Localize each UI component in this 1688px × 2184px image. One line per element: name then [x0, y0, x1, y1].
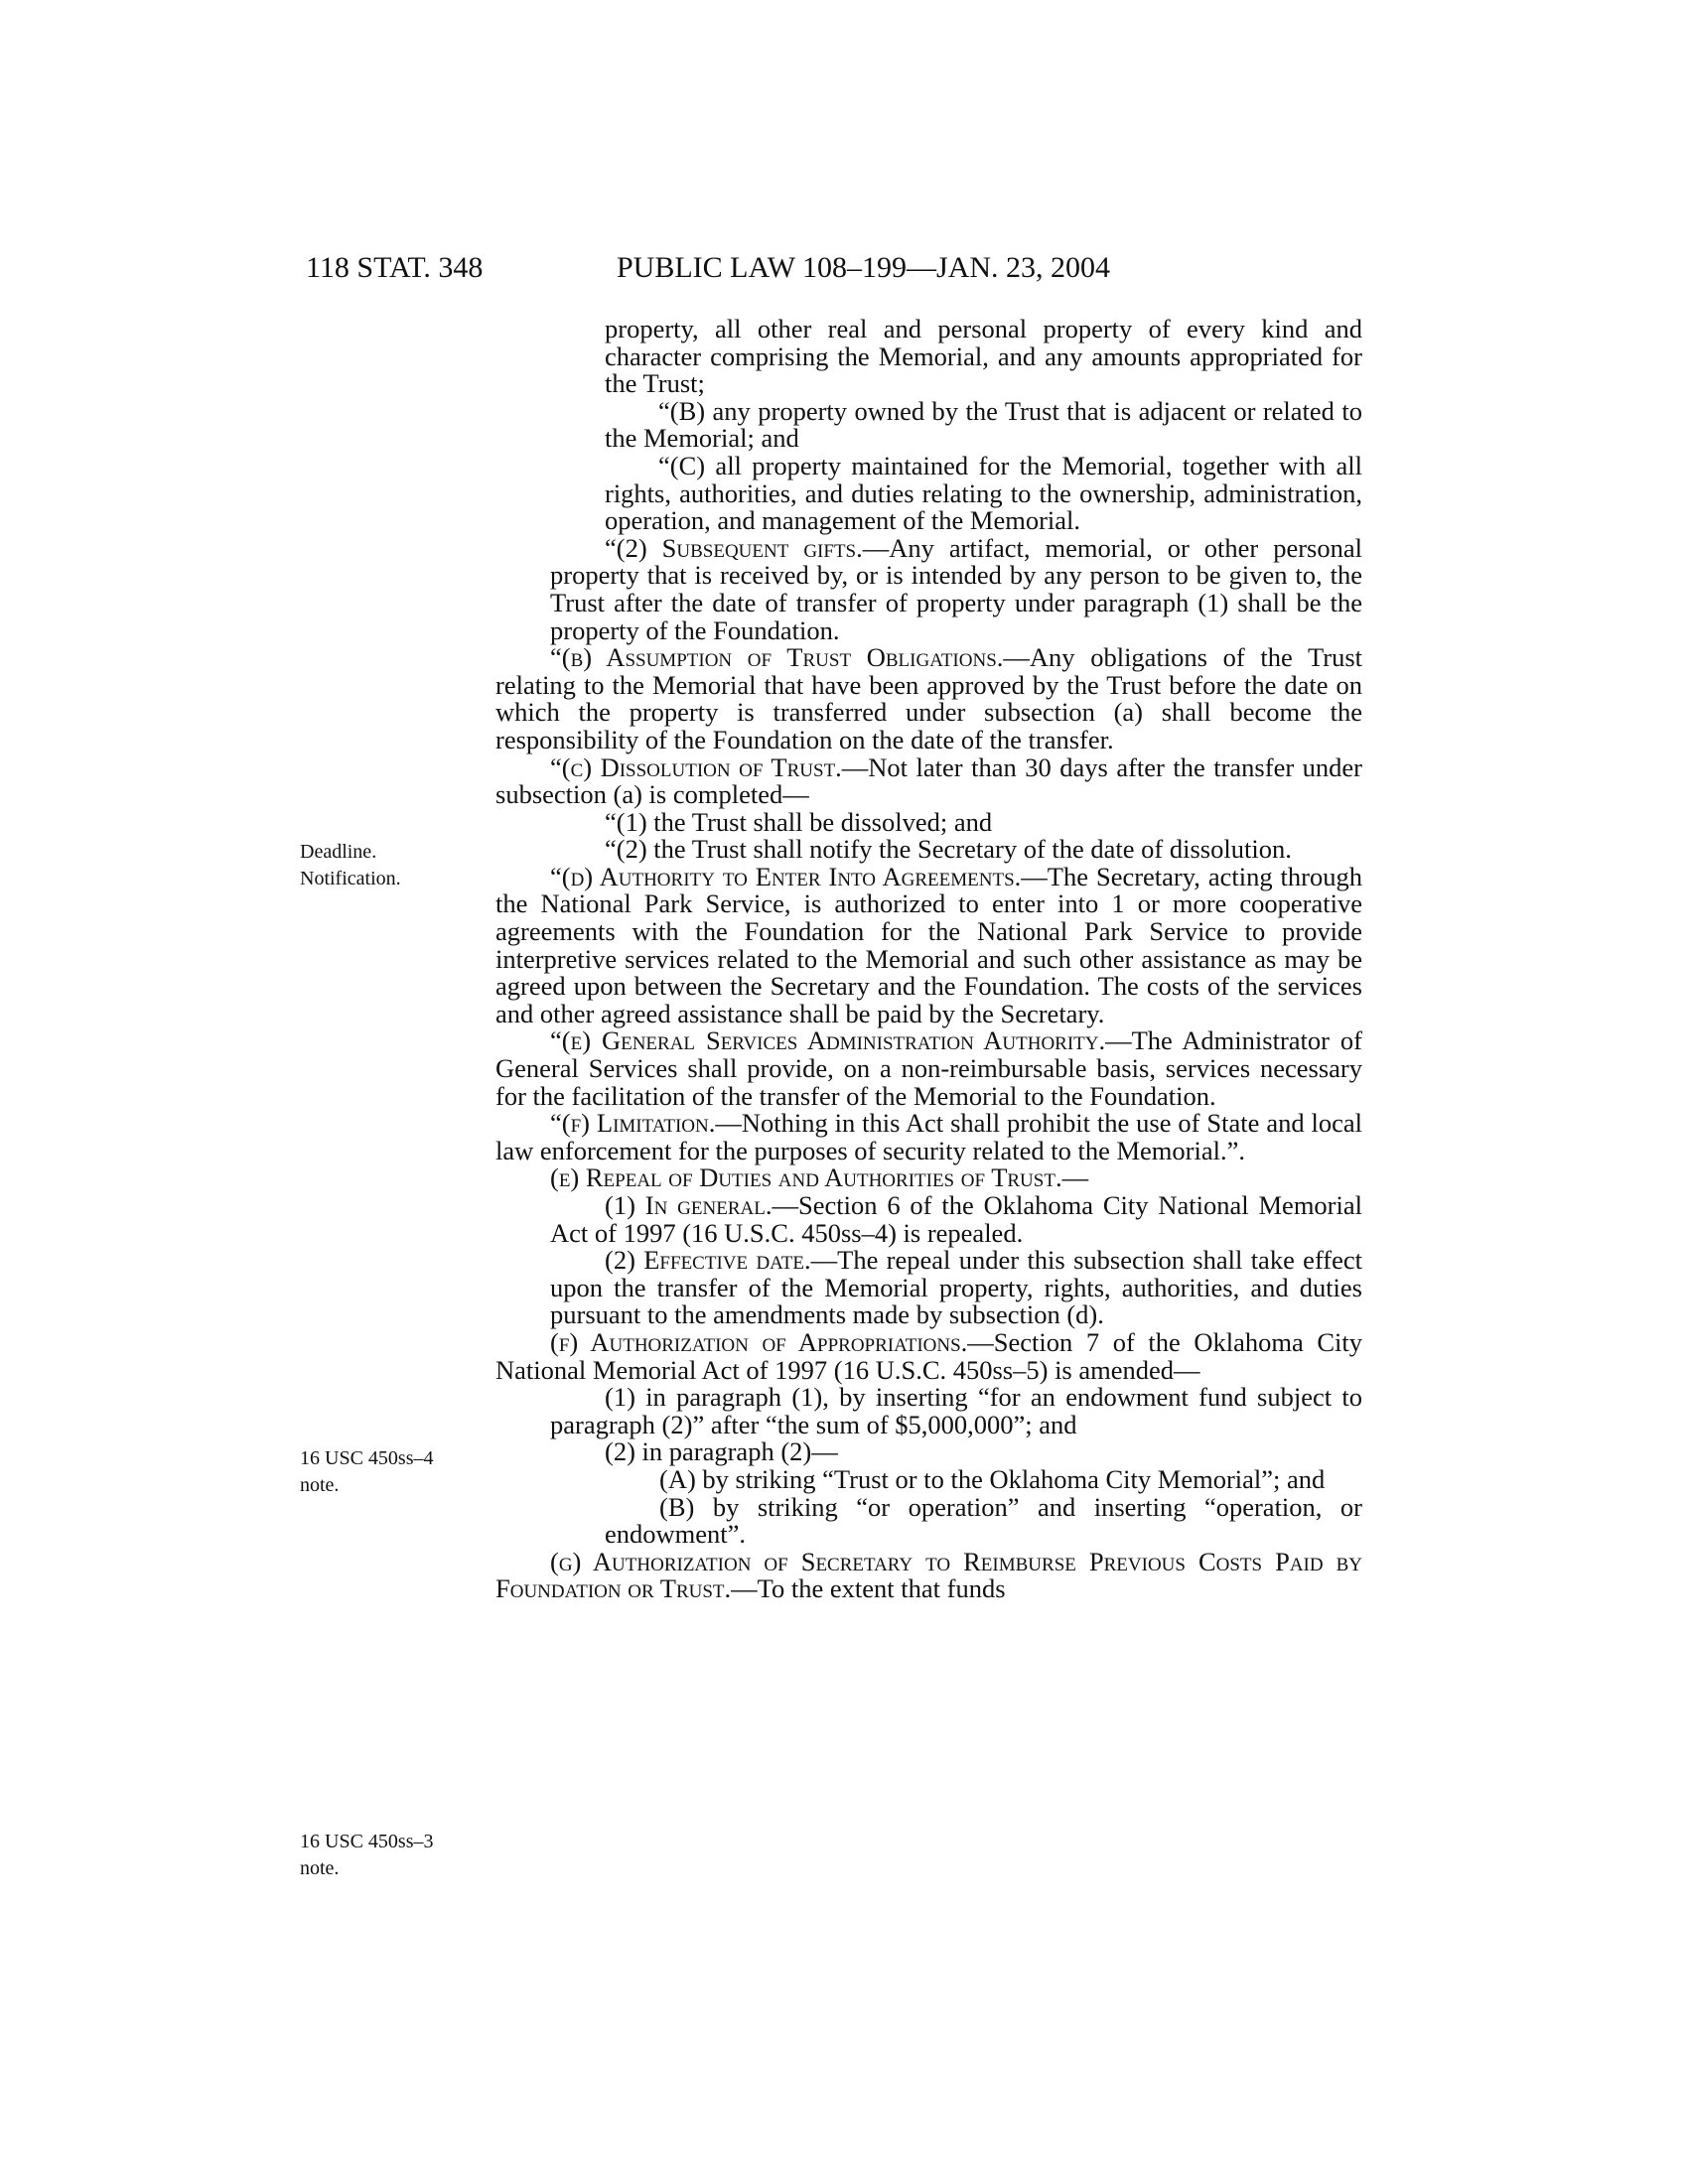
- paragraph-text: —The Secretary, acting through the National Park Service, is authorized to enter into 1 or more cooperative agreements with the Foundation for the National Park Service to provide interpretive services related to the Memorial and such other assistance as may be agreed upon between the Secretary and the Foundation. The costs of the services and other agreed assistance shall be paid by the Secretary.: [495, 861, 1362, 1028]
- margin-note-usc-3-note: note.: [300, 1857, 340, 1879]
- paragraph-heading: “(d) Authority to Enter Into Agreements.: [550, 861, 1022, 891]
- margin-note-deadline: [300, 839, 401, 892]
- paragraph: “(B) any property owned by the Trust that is adjacent or related to the Memorial; and: [605, 395, 1362, 454]
- page-stat-number: 118 STAT. 348: [306, 251, 484, 284]
- paragraph: (A) by striking “Trust or to the Oklahoma City Memorial”; and: [659, 1463, 1326, 1494]
- paragraph-text: —The Administrator of General Services shall provide, on a non-reimbursable basis, services necessary for the facilitation of the transfer of the Memorial to the Foundation.: [495, 1025, 1362, 1111]
- paragraph: (B) by striking “or operation” and inserting “operation, or endowment”.: [605, 1491, 1362, 1550]
- paragraph-text: —Section 7 of the Oklahoma City National Memorial Act of 1997 (16 U.S.C. 450ss–5) is amended—: [495, 1326, 1362, 1385]
- paragraph: [495, 1164, 1362, 1192]
- paragraph-heading: (e) Repeal of Duties and Authorities of Trust.: [550, 1162, 1062, 1193]
- statute-body: [495, 316, 1362, 1603]
- paragraph-text: —Any obligations of the Trust relating to the Memorial that have been approved by the Trust before the date on which the property is transferred under subsection (a) shall become the responsibility of the Foundation on the date of the transfer.: [495, 642, 1362, 754]
- margin-note-usc-4-note: note.: [300, 1474, 340, 1496]
- paragraph: (1) in paragraph (1), by inserting “for an endowment fund subject to paragraph (2)” after “the sum of $5,000,000”; and: [550, 1382, 1362, 1439]
- paragraph: [495, 861, 1362, 1028]
- paragraph: [495, 644, 1362, 753]
- paragraph-text: —: [1061, 1162, 1089, 1193]
- paragraph: “(2) the Trust shall notify the Secretary of the date of dissolution.: [605, 834, 1292, 865]
- paragraph: [495, 1546, 1362, 1604]
- paragraph-heading: (f) Authorization of Appropriations.: [550, 1326, 968, 1357]
- paragraph: [495, 1192, 1362, 1247]
- margin-note-usc-3: [300, 1829, 433, 1882]
- paragraph: [495, 532, 1362, 645]
- paragraph-text: —Section 6 of the Oklahoma City National Memorial Act of 1997 (16 U.S.C. 450ss–4) is repealed.: [550, 1190, 1362, 1248]
- paragraph: [495, 1027, 1362, 1110]
- paragraph-heading: (g) Authorization of Secretary to Reimburse Previous Costs Paid by Foundation or Trust.: [495, 1546, 1362, 1604]
- margin-note-deadline-text: Deadline.: [300, 841, 377, 863]
- paragraph: (2) in paragraph (2)—: [605, 1436, 838, 1467]
- paragraph-text: —Not later than 30 days after the transfer under subsection (a) is completed—: [495, 751, 1362, 810]
- margin-note-usc-4-cite: 16 USC 450ss–4: [300, 1447, 434, 1469]
- paragraph: “(C) all property maintained for the Memorial, together with all rights, authorities, and duties relating to the ownership, administration, operation, and management of the Memorial.: [605, 450, 1362, 536]
- paragraph-heading: (2) Effective date.: [605, 1245, 811, 1276]
- paragraph-text: —The repeal under this subsection shall take effect upon the transfer of the Memorial property, rights, authorities, and duties pursuant to the amendments made by subsection (d).: [550, 1245, 1362, 1330]
- paragraph: “(1) the Trust shall be dissolved; and: [605, 806, 993, 837]
- paragraph: [495, 1247, 1362, 1329]
- paragraph-text: —Nothing in this Act shall prohibit the use of State and local law enforcement for the purposes of security related to the Memorial.”.: [495, 1108, 1363, 1165]
- paragraph-heading: “(e) General Services Administration Authority.: [550, 1025, 1106, 1056]
- paragraph: [495, 751, 1362, 810]
- paragraph-heading: “(b) Assumption of Trust Obligations.: [550, 642, 1004, 673]
- paragraph-heading: “(c) Dissolution of Trust.: [550, 751, 842, 782]
- paragraph-heading: “(f) Limitation.: [550, 1108, 716, 1139]
- paragraph: property, all other real and personal property of every kind and character comprising the Memorial, and any amounts appropriated for the Trust;: [605, 314, 1362, 399]
- margin-note-usc-3-cite: 16 USC 450ss–3: [300, 1831, 434, 1852]
- paragraph-heading: “(2) Subsequent gifts.: [605, 532, 863, 563]
- page-header-title: PUBLIC LAW 108–199—JAN. 23, 2004: [617, 251, 1111, 284]
- paragraph: [495, 1326, 1362, 1385]
- paragraph-text: —Any artifact, memorial, or other personal property that is received by, or is intended by any person to be given to, the Trust after the date of transfer of property under paragraph (1) shall be the property of the Foundation.: [550, 532, 1362, 645]
- margin-note-notification-text: Notification.: [300, 868, 401, 889]
- margin-note-usc-4: [300, 1445, 433, 1499]
- paragraph-heading: (1) In general.: [605, 1190, 773, 1220]
- paragraph-text: —To the extent that funds: [731, 1573, 1006, 1604]
- paragraph: [495, 1110, 1362, 1164]
